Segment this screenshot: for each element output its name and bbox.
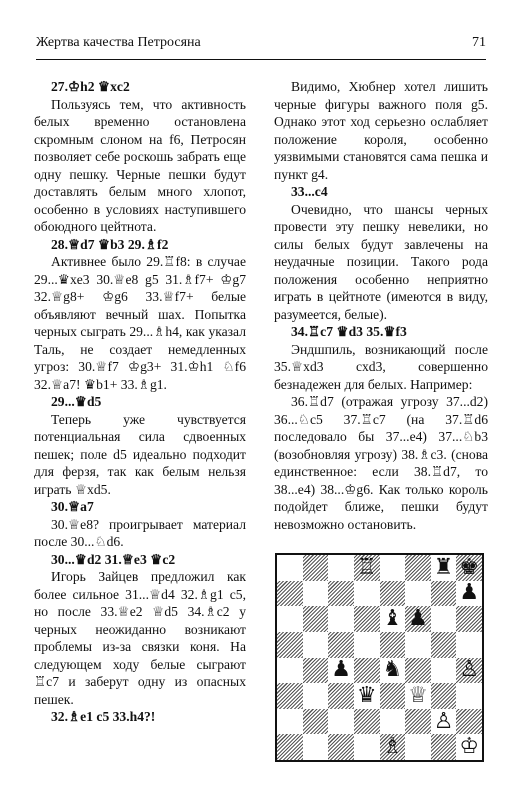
commentary-paragraph: 30.♕e8? проигрывает материал после 30...♘d6. bbox=[34, 516, 246, 549]
board-square bbox=[277, 734, 303, 760]
board-square bbox=[354, 734, 380, 760]
board-square bbox=[456, 632, 482, 658]
board-square bbox=[405, 734, 431, 760]
board-square bbox=[328, 606, 354, 632]
board-square bbox=[328, 555, 354, 581]
board-square bbox=[431, 606, 457, 632]
chess-piece-icon: ♔ bbox=[459, 734, 480, 760]
commentary-paragraph: Видимо, Хюбнер хотел лишить черные фигуры важного поля g5. Однако этот ход серьезно ослабляет положение короля, особенно уязвимыми становятся сама пешка и пункт g4. bbox=[274, 79, 488, 182]
chess-diagram bbox=[275, 553, 488, 762]
chess-piece-icon: ♕ bbox=[408, 682, 428, 708]
chess-board bbox=[275, 553, 484, 762]
board-square bbox=[405, 658, 431, 684]
move-line: 30...♛d2 31.♕e3 ♛c2 bbox=[51, 551, 176, 567]
board-square bbox=[328, 709, 354, 735]
board-square bbox=[405, 555, 431, 581]
move-line: 32.♗e1 c5 33.h4?! bbox=[51, 709, 156, 724]
chess-piece-icon: ♛ bbox=[356, 682, 377, 708]
board-square bbox=[303, 658, 329, 684]
move-line: 33...c4 bbox=[291, 184, 328, 199]
chess-piece-icon: ♜ bbox=[433, 554, 454, 580]
board-square bbox=[354, 581, 380, 607]
chess-piece-icon: ♚ bbox=[459, 554, 480, 580]
board-square bbox=[354, 632, 380, 658]
board-square bbox=[456, 658, 482, 684]
board-square bbox=[405, 683, 431, 709]
board-square bbox=[431, 632, 457, 658]
board-square bbox=[380, 683, 406, 709]
move-line: 28.♕d7 ♛b3 29.♗f2 bbox=[51, 236, 169, 252]
board-square bbox=[380, 606, 406, 632]
board-square bbox=[303, 606, 329, 632]
board-square bbox=[277, 606, 303, 632]
commentary-paragraph: Эндшпиль, возникающий после 35.♕xd3 cxd3, совершенно безнадежен для белых. Например: bbox=[274, 341, 488, 392]
board-square bbox=[354, 658, 380, 684]
chess-piece-icon: ♟ bbox=[459, 580, 480, 606]
board-square bbox=[354, 606, 380, 632]
left-column bbox=[34, 78, 246, 726]
board-square bbox=[380, 581, 406, 607]
chess-piece-icon: ♝ bbox=[382, 606, 403, 632]
board-square bbox=[456, 606, 482, 632]
commentary-paragraph: Теперь уже чувствуется потенциальная сила сдвоенных пешек; поле d5 идеально подходит для ферзя, так как белым нельзя играть ♕xd5. bbox=[34, 411, 246, 497]
board-square bbox=[431, 709, 457, 735]
board-square bbox=[328, 581, 354, 607]
board-square bbox=[405, 581, 431, 607]
board-square bbox=[380, 555, 406, 581]
board-square bbox=[405, 709, 431, 735]
board-square bbox=[303, 555, 329, 581]
move-line: 27.♔h2 ♛xc2 bbox=[51, 79, 130, 94]
move-line: 34.♖c7 ♛d3 35.♛f3 bbox=[291, 324, 407, 339]
board-square bbox=[431, 683, 457, 709]
board-square bbox=[303, 734, 329, 760]
page-number: 71 bbox=[472, 35, 486, 50]
move-line: 29...♛d5 bbox=[51, 394, 102, 409]
board-square bbox=[277, 658, 303, 684]
board-square bbox=[431, 581, 457, 607]
chess-piece-icon: ♙ bbox=[433, 708, 454, 734]
board-square bbox=[380, 632, 406, 658]
right-column bbox=[274, 78, 488, 762]
running-header bbox=[36, 35, 486, 60]
board-square bbox=[303, 683, 329, 709]
board-square bbox=[380, 709, 406, 735]
board-square bbox=[328, 658, 354, 684]
board-square bbox=[303, 632, 329, 658]
board-square bbox=[328, 632, 354, 658]
commentary-paragraph: Очевидно, что шансы черных провести эту пешку невелики, но силы белых будут завлечены на неудачные позиции. Такого рода положения особенно неприятно играть в цейтноте (имеются в виду, разумеется, белые). bbox=[274, 201, 488, 322]
commentary-paragraph: Пользуясь тем, что активность белых временно остановлена скромным слоном на f6, Петросян позволяет себе роскошь забрать еще одну пешку. Черные пешки будут доставлять белым много хлопот, особенно в условиях наступившего обоюдного цейтнота. bbox=[34, 96, 246, 234]
board-square bbox=[303, 581, 329, 607]
chapter-title: Жертва качества Петросяна bbox=[36, 35, 201, 50]
commentary-paragraph: Игорь Зайцев предложил как более сильное 31...♕d4 32.♗g1 c5, но после 33.♕e2 ♕d5 34.♗c2 у черных неожиданно возникают проблемы из-за связки коня. На следующем ходу белые сыграют ♖c7 и заберут одну из опасных пешек. bbox=[34, 569, 246, 707]
board-square bbox=[456, 709, 482, 735]
board-square bbox=[277, 632, 303, 658]
board-square bbox=[431, 555, 457, 581]
chess-piece-icon: ♞ bbox=[382, 657, 403, 683]
board-square bbox=[456, 555, 482, 581]
board-square bbox=[328, 683, 354, 709]
board-square bbox=[456, 581, 482, 607]
board-square bbox=[380, 734, 406, 760]
board-square bbox=[380, 658, 406, 684]
commentary-paragraph: Активнее было 29.♖f8: в случае 29...♛xe3 30.♕e8 g5 31.♗f7+ ♔g7 32.♕g8+ ♔g6 33.♕f7+ белые объявляют вечный шах. Попытка черных сыграть 29...♗h4, как указал Таль, не создает немедленных угроз: 30.♕f7 ♔g3+ 31.♔h1 ♘f6 32.♕a7! ♛b1+ 33.♗g1. bbox=[34, 254, 246, 392]
chess-piece-icon: ♟ bbox=[408, 606, 428, 632]
board-square bbox=[405, 632, 431, 658]
board-square bbox=[277, 581, 303, 607]
board-square bbox=[328, 734, 354, 760]
board-square bbox=[431, 658, 457, 684]
move-line: 30.♕a7 bbox=[51, 499, 94, 514]
board-square bbox=[456, 734, 482, 760]
board-square bbox=[303, 709, 329, 735]
board-square bbox=[405, 606, 431, 632]
board-square bbox=[277, 709, 303, 735]
board-square bbox=[456, 683, 482, 709]
chess-piece-icon: ♖ bbox=[356, 554, 377, 580]
board-square bbox=[354, 709, 380, 735]
commentary-paragraph: 36.♖d7 (отражая угрозу 37...d2) 36...♘c5 37.♖c7 (на 37.♖d6 последовало бы 37...e4) 37...♘b3 (возобновляя угрозу) 38.♗c3. (снова единственное: если 38.♖d7, то 38...e4) 38...♔g6. Как только король подойдет ближе, пешки будут невозможно остановить. bbox=[274, 394, 488, 532]
chess-piece-icon: ♟ bbox=[331, 657, 351, 683]
board-square bbox=[431, 734, 457, 760]
board-square bbox=[277, 555, 303, 581]
chess-piece-icon: ♗ bbox=[382, 734, 403, 760]
board-square bbox=[277, 683, 303, 709]
board-square bbox=[354, 555, 380, 581]
board-square bbox=[354, 683, 380, 709]
chess-piece-icon: ♙ bbox=[459, 657, 480, 683]
